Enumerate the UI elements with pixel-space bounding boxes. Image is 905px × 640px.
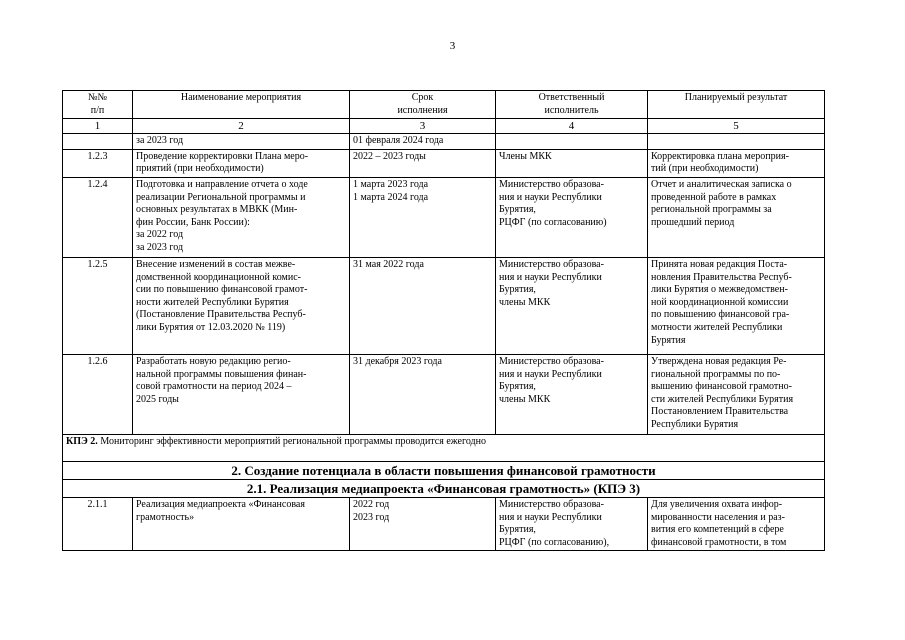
column-number: 1 [63, 119, 133, 134]
text-line: Бурятия, [499, 284, 536, 296]
deadline [350, 134, 496, 150]
text-line: реализации Региональной программы и [136, 191, 306, 203]
text-line: приятий (при необходимости) [136, 163, 264, 175]
text-line: №№ [87, 92, 108, 103]
expected-result [648, 497, 825, 550]
table-row [63, 497, 825, 550]
text-line: нальной программы повышения финан- [136, 368, 307, 380]
text-line: грамотность» [136, 511, 195, 523]
text-line: (Постановление Правительства Респуб- [136, 309, 306, 321]
text-line: прошедший период [651, 216, 735, 228]
row-number: 1.2.4 [63, 177, 133, 257]
text-line: ной координационной комиссии [651, 296, 789, 308]
event-name [133, 497, 350, 550]
text-line: Постановлением Правительства [651, 406, 789, 418]
text-line: Республики Бурятия [651, 418, 739, 430]
event-name [133, 177, 350, 257]
text-line: Внесение изменений в состав межве- [136, 258, 296, 270]
text-line: Бурятия, [499, 381, 536, 393]
section-title: 2. Создание потенциала в области повышения финансовой грамотности [63, 461, 825, 479]
text-line: исполнитель [544, 104, 599, 116]
text-line: Планируемый результат [684, 92, 788, 103]
text-line: сии по повышению финансовой грамот- [136, 284, 308, 296]
text-line: 1 марта 2023 года [353, 178, 429, 190]
text-line: 31 мая 2022 года [353, 258, 424, 270]
text-line: региональной программы за [651, 204, 772, 216]
event-name [133, 257, 350, 354]
text-line: Бурятия, [499, 524, 536, 536]
text-line: 31 декабря 2023 года [353, 355, 442, 367]
text-line: Срок [411, 92, 434, 103]
event-name [133, 149, 350, 177]
text-line: новления Правительства Респуб- [651, 271, 792, 283]
text-line: за 2022 год [136, 229, 184, 241]
text-line: Ответственный [538, 92, 605, 103]
text-line: 2023 год [353, 511, 390, 523]
deadline [350, 149, 496, 177]
section-title-row [63, 461, 825, 479]
text-line: Утверждена новая редакция Ре- [651, 355, 787, 367]
text-line: тий (при необходимости) [651, 163, 759, 175]
deadline [350, 177, 496, 257]
text-line: Принята новая редакция Поста- [651, 258, 788, 270]
text-line: РЦФГ (по согласованию) [499, 216, 607, 228]
text-line: члены МКК [499, 296, 551, 308]
executor [496, 354, 648, 434]
header-event-name [133, 91, 350, 119]
column-numbers-row [63, 119, 825, 134]
deadline [350, 257, 496, 354]
table-row [63, 354, 825, 434]
text-line: вития его компетенций в сфере [651, 524, 784, 536]
text-line: мотности жителей Республики [651, 321, 783, 333]
text-line: финансовой грамотности, в том [651, 536, 787, 548]
kpe-text: Мониторинг эффективности мероприятий региональной программы проводится ежегодно [97, 435, 486, 447]
page-number: 3 [449, 40, 456, 52]
text-line: Разработать новую редакцию регио- [136, 355, 291, 367]
text-line: Отчет и аналитическая записка о [651, 178, 792, 190]
text-line: совой грамотности на период 2024 – [136, 381, 292, 393]
column-number: 5 [648, 119, 825, 134]
text-line: Проведение корректировки Плана меро- [136, 150, 309, 162]
row-number [63, 134, 133, 150]
text-line: мированности населения и раз- [651, 511, 785, 523]
text-line: основных результатах в МВКК (Мин- [136, 204, 298, 216]
text-line: исполнения [397, 104, 448, 116]
text-line: за 2023 год [136, 135, 184, 147]
expected-result [648, 177, 825, 257]
expected-result [648, 354, 825, 434]
table-row [63, 134, 825, 150]
text-line: Корректировка плана мероприя- [651, 150, 789, 162]
action-plan-table [62, 90, 825, 551]
executor [496, 134, 648, 150]
text-line: по повышению финансовой гра- [651, 309, 790, 321]
deadline [350, 354, 496, 434]
executor [496, 149, 648, 177]
kpe-label: КПЭ 2. [66, 435, 98, 447]
deadline [350, 497, 496, 550]
text-line: РЦФГ (по согласованию), [499, 536, 610, 548]
text-line: члены МКК [499, 393, 551, 405]
kpe-note [63, 434, 825, 461]
executor [496, 257, 648, 354]
text-line: за 2023 год [136, 241, 184, 253]
text-line: лики Бурятия о межведомствен- [651, 284, 788, 296]
text-line: ния и науки Республики [499, 368, 602, 380]
text-line: домственной координационной комис- [136, 271, 302, 283]
text-line: Наименование мероприятия [180, 92, 302, 103]
text-line: 2022 год [353, 498, 390, 510]
text-line: Бурятия [651, 334, 686, 346]
kpe-note-row [63, 434, 825, 461]
text-line: сти жителей Республики Бурятия [651, 393, 794, 405]
event-name [133, 354, 350, 434]
text-line: ности жителей Республики Бурятия [136, 296, 289, 308]
text-line: Подготовка и направление отчета о ходе [136, 178, 308, 190]
column-number: 2 [133, 119, 350, 134]
header-expected-result [648, 91, 825, 119]
text-line: п/п [90, 104, 105, 116]
text-line: ния и науки Республики [499, 511, 602, 523]
row-number: 1.2.5 [63, 257, 133, 354]
row-number: 2.1.1 [63, 497, 133, 550]
table-header-row [63, 91, 825, 119]
header-executor [496, 91, 648, 119]
text-line: 2022 – 2023 годы [353, 150, 426, 162]
column-number: 3 [350, 119, 496, 134]
text-line: вышению финансовой грамотно- [651, 381, 792, 393]
subsection-title-row [63, 479, 825, 497]
row-number: 1.2.3 [63, 149, 133, 177]
text-line: Министерство образова- [499, 498, 604, 510]
text-line: 1 марта 2024 года [353, 191, 429, 203]
column-number: 4 [496, 119, 648, 134]
text-line: Министерство образова- [499, 178, 604, 190]
row-number: 1.2.6 [63, 354, 133, 434]
text-line: Бурятия, [499, 204, 536, 216]
text-line: Министерство образова- [499, 355, 604, 367]
text-line: фин России, Банк России): [136, 216, 250, 228]
text-line: Члены МКК [499, 150, 552, 162]
text-line: гиональной программы по по- [651, 368, 781, 380]
text-line: Для увеличения охвата инфор- [651, 498, 783, 510]
text-line: проведенной работе в рамках [651, 191, 777, 203]
text-line: Реализация медиапроекта «Финансовая [136, 498, 305, 510]
event-name [133, 134, 350, 150]
expected-result [648, 257, 825, 354]
executor [496, 497, 648, 550]
text-line: лики Бурятия от 12.03.2020 № 119) [136, 321, 286, 333]
header-deadline [350, 91, 496, 119]
table-row [63, 257, 825, 354]
text-line: ния и науки Республики [499, 271, 602, 283]
expected-result [648, 149, 825, 177]
header-number [63, 91, 133, 119]
executor [496, 177, 648, 257]
text-line: 01 февраля 2024 года [353, 135, 444, 147]
subsection-title: 2.1. Реализация медиапроекта «Финансовая грамотность» (КПЭ 3) [63, 479, 825, 497]
table-row [63, 149, 825, 177]
text-line: Министерство образова- [499, 258, 604, 270]
text-line: 2025 годы [136, 393, 179, 405]
table-row [63, 177, 825, 257]
text-line: ния и науки Республики [499, 191, 602, 203]
expected-result [648, 134, 825, 150]
